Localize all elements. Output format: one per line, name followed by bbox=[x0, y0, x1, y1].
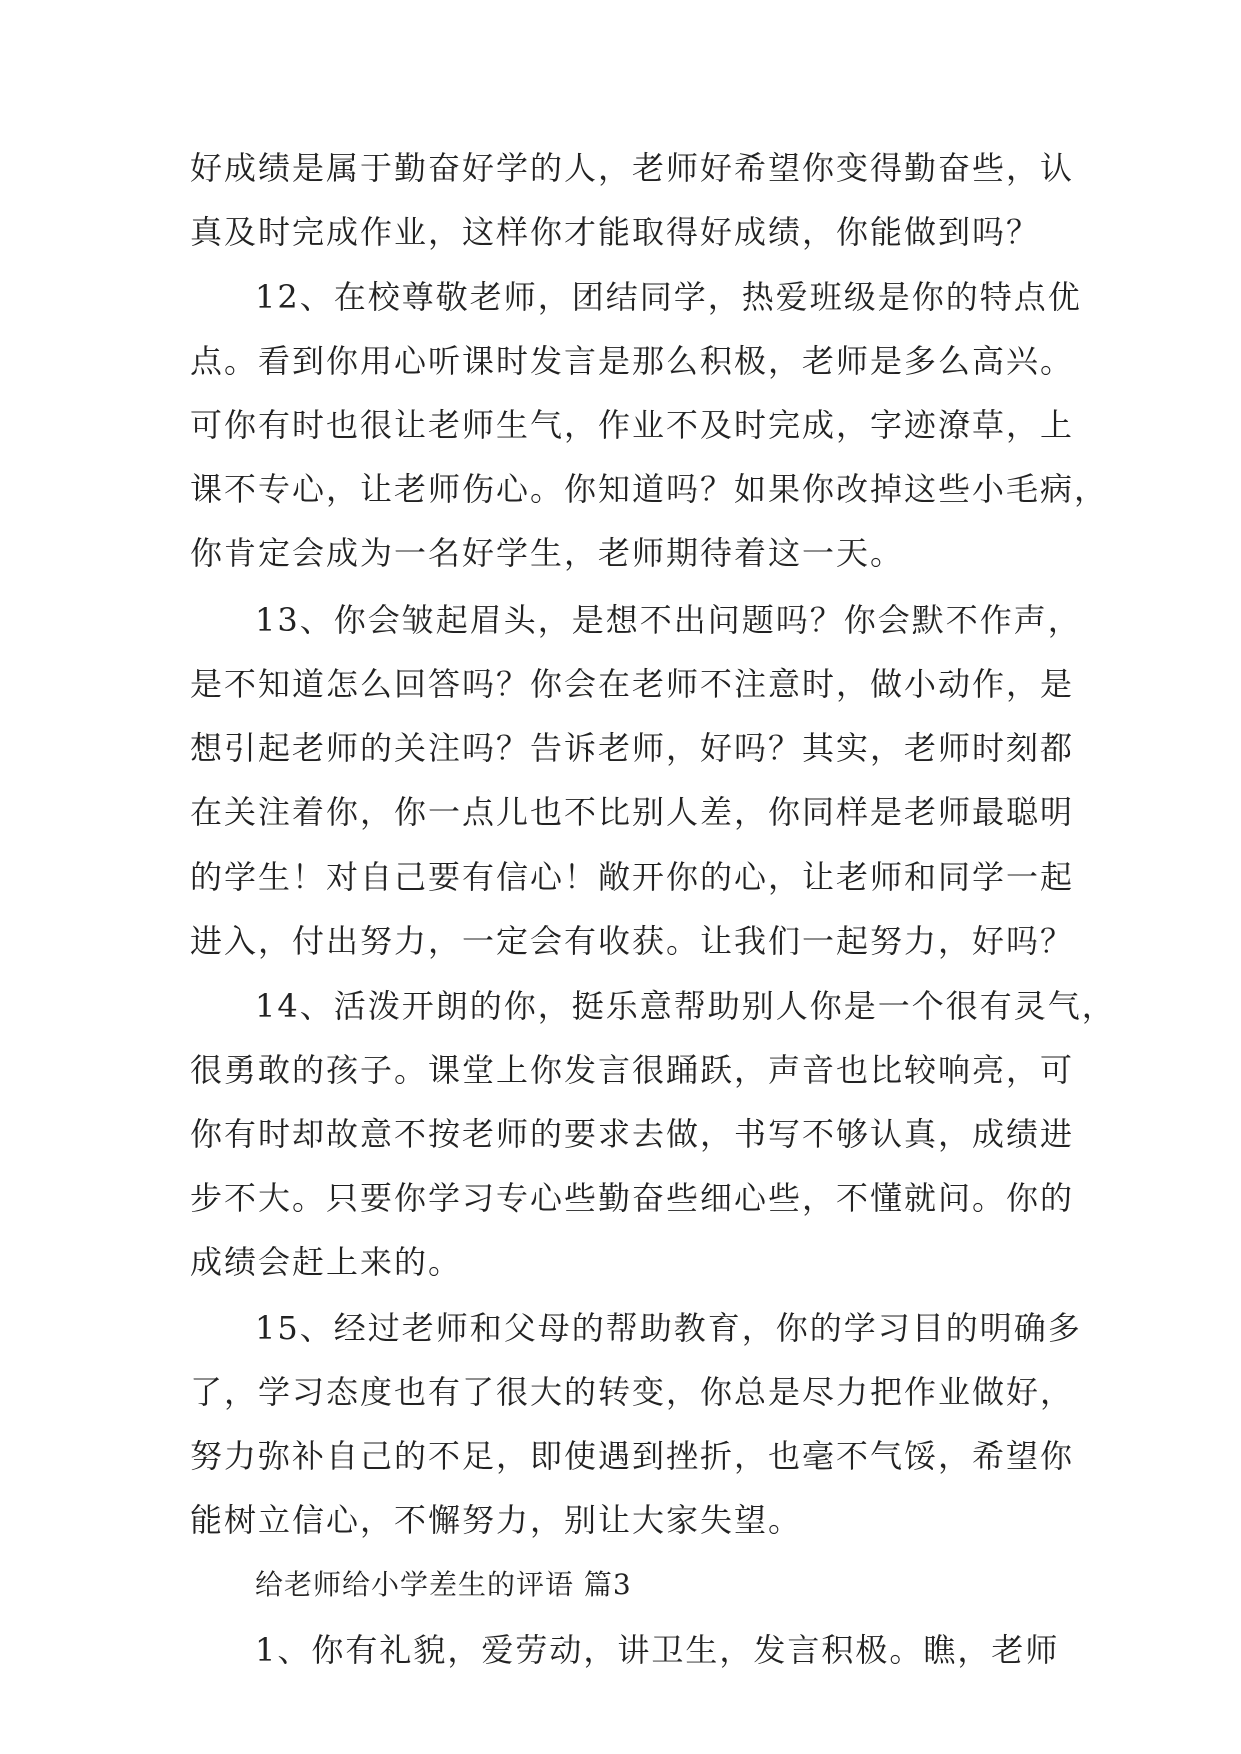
text-line: 成绩会赶上来的。 bbox=[190, 1243, 463, 1281]
text-line: 是不知道怎么回答吗？你会在老师不注意时，做小动作，是 bbox=[190, 665, 1075, 703]
paragraph-start-line: 15、经过老师和父母的帮助教育，你的学习目的明确多 bbox=[255, 1309, 1082, 1347]
paragraph-start-line: 1、你有礼貌，爱劳动，讲卫生，发言积极。瞧，老师 bbox=[255, 1631, 1060, 1669]
text-line: 能树立信心，不懈努力，别让大家失望。 bbox=[190, 1501, 803, 1539]
text-line: 真及时完成作业，这样你才能取得好成绩，你能做到吗？ bbox=[190, 213, 1041, 251]
text-line: 很勇敢的孩子。课堂上你发言很踊跃，声音也比较响亮，可 bbox=[190, 1051, 1075, 1089]
text-line: 努力弥补自己的不足，即使遇到挫折，也毫不气馁，希望你 bbox=[190, 1437, 1075, 1475]
paragraph-start-line: 13、你会皱起眉头，是想不出问题吗？你会默不作声， bbox=[255, 601, 1082, 639]
text-line: 了，学习态度也有了很大的转变，你总是尽力把作业做好， bbox=[190, 1373, 1075, 1411]
text-line: 你肯定会成为一名好学生，老师期待着这一天。 bbox=[190, 534, 905, 572]
paragraph-start-line: 14、活泼开朗的你，挺乐意帮助别人你是一个很有灵气， bbox=[255, 987, 1116, 1025]
section-heading: 给老师给小学差生的评语 篇3 bbox=[255, 1568, 632, 1601]
text-line: 你有时却故意不按老师的要求去做，书写不够认真，成绩进 bbox=[190, 1115, 1075, 1153]
text-line: 的学生！对自己要有信心！敞开你的心，让老师和同学一起 bbox=[190, 858, 1075, 896]
text-line: 在关注着你，你一点儿也不比别人差，你同样是老师最聪明 bbox=[190, 793, 1075, 831]
text-line: 好成绩是属于勤奋好学的人，老师好希望你变得勤奋些，认 bbox=[190, 149, 1075, 187]
text-line: 进入，付出努力，一定会有收获。让我们一起努力，好吗？ bbox=[190, 922, 1075, 960]
text-line: 课不专心，让老师伤心。你知道吗？如果你改掉这些小毛病， bbox=[190, 470, 1109, 508]
text-line: 可你有时也很让老师生气，作业不及时完成，字迹潦草，上 bbox=[190, 406, 1075, 444]
text-line: 步不大。只要你学习专心些勤奋些细心些，不懂就问。你的 bbox=[190, 1179, 1075, 1217]
text-line: 点。看到你用心听课时发言是那么积极，老师是多么高兴。 bbox=[190, 342, 1075, 380]
paragraph-start-line: 12、在校尊敬老师，团结同学，热爱班级是你的特点优 bbox=[255, 278, 1082, 316]
text-line: 想引起老师的关注吗？告诉老师，好吗？其实，老师时刻都 bbox=[190, 729, 1075, 767]
